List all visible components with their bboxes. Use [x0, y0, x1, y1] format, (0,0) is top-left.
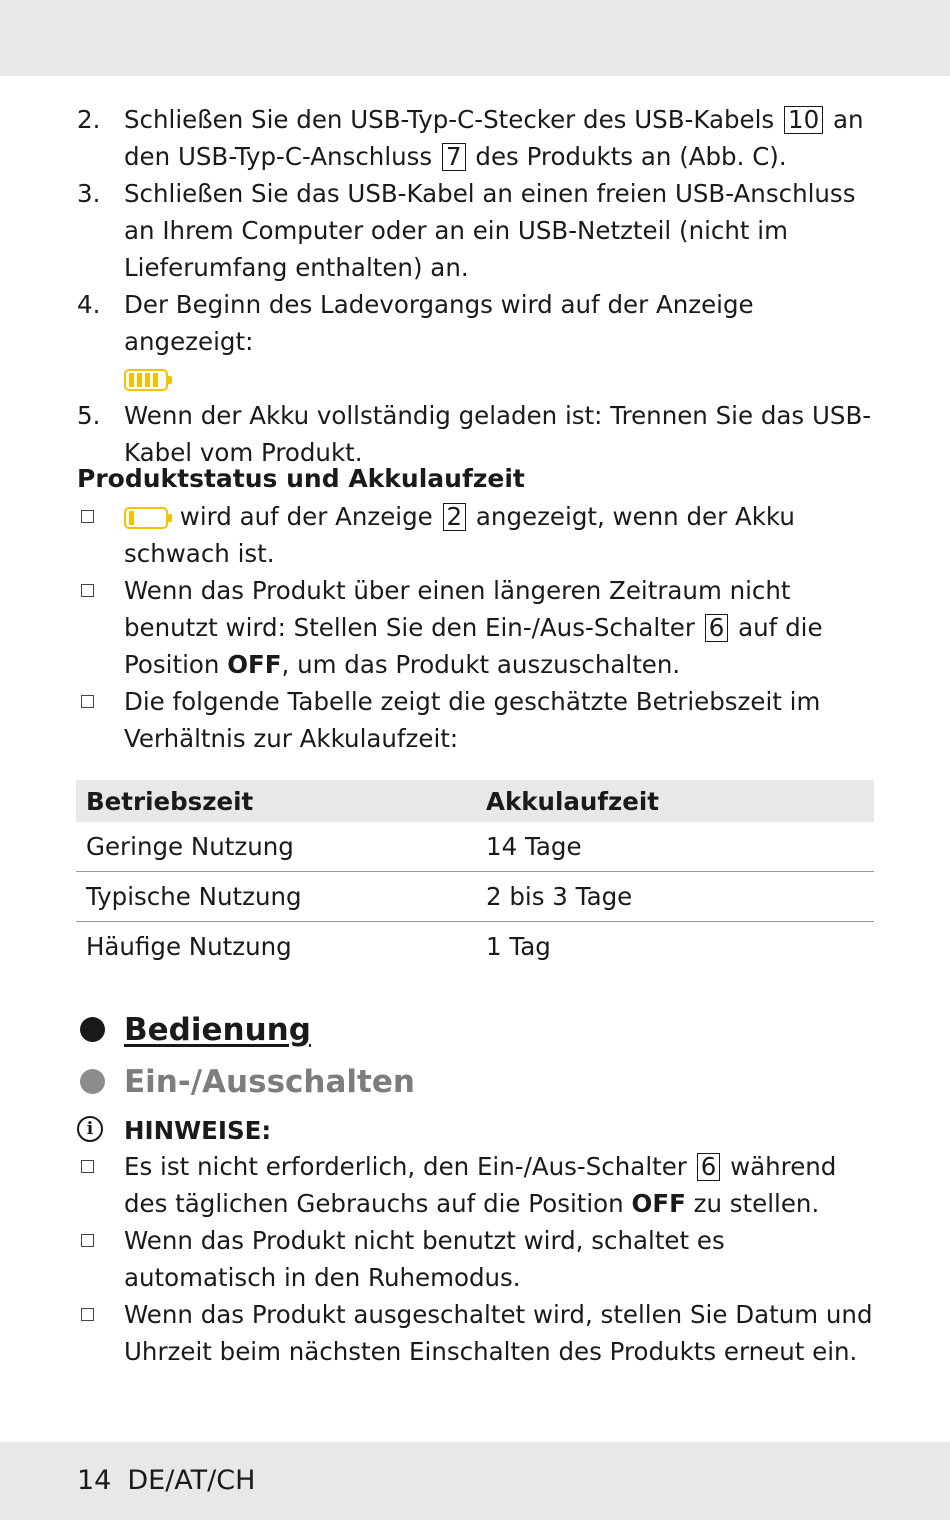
locale-label: DE/AT/CH: [127, 1465, 256, 1496]
column-header: Akkulaufzeit: [476, 780, 874, 822]
list-item: 5. Wenn der Akku vollständig geladen ist: Trennen Sie das USB-Kabel vom Produkt.: [77, 401, 872, 467]
page-number: 14: [77, 1465, 112, 1496]
section-heading: Produktstatus und Akkulaufzeit: [77, 464, 525, 493]
list-item: 3. Schließen Sie das USB-Kabel an einen freien USB-Anschluss an Ihrem Computer oder an ein USB-Netzteil (nicht im Lieferumfang enthalten) an.: [77, 179, 856, 282]
checkbox-bullet-icon: [81, 1160, 94, 1173]
table-row: Typische Nutzung 2 bis 3 Tage: [76, 872, 874, 922]
info-icon: i: [77, 1116, 103, 1142]
notes-list: [77, 1148, 877, 1370]
list-item: Wenn das Produkt über einen längeren Zeitraum nicht benutzt wird: Stellen Sie den Ein-/Aus-Schalter 6 auf die Position OFF, um das Produkt auszuschalten.: [77, 572, 877, 683]
list-item: Es ist nicht erforderlich, den Ein-/Aus-Schalter 6 während des täglichen Gebrauchs auf die Position OFF zu stellen.: [77, 1148, 877, 1222]
table-header-row: [76, 780, 874, 822]
checkbox-bullet-icon: [81, 510, 94, 523]
battery-full-icon: [124, 369, 168, 391]
checkbox-bullet-icon: [81, 584, 94, 597]
checkbox-bullet-icon: [81, 695, 94, 708]
reference-number: 10: [784, 106, 823, 134]
list-item: Wenn das Produkt ausgeschaltet wird, stellen Sie Datum und Uhrzeit beim nächsten Einschalten des Produkts erneut ein.: [77, 1296, 877, 1370]
checkbox-bullet-icon: [81, 1308, 94, 1321]
header-band: [0, 0, 950, 76]
battery-life-table: [76, 780, 874, 971]
column-header: Betriebszeit: [76, 780, 476, 822]
checkbox-bullet-icon: [81, 1234, 94, 1247]
list-item: 4. Der Beginn des Ladevorgangs wird auf der Anzeige angezeigt:: [77, 286, 877, 397]
list-item: 2. Schließen Sie den USB-Typ-C-Stecker des USB-Kabels 10 an den USB-Typ-C-Anschluss 7 des Produkts an (Abb. C).: [77, 105, 864, 171]
bullet-dot-icon: [80, 1017, 105, 1042]
list-item: wird auf der Anzeige 2 angezeigt, wenn der Akku schwach ist.: [77, 498, 877, 572]
reference-number: 7: [442, 143, 466, 171]
page-footer: [77, 1464, 271, 1498]
battery-low-icon: [124, 507, 168, 529]
table-row: Geringe Nutzung 14 Tage: [86, 832, 582, 861]
reference-number: 2: [443, 503, 467, 531]
bullet-dot-icon: [80, 1069, 105, 1094]
table-row: Häufige Nutzung 1 Tag: [76, 922, 874, 972]
reference-number: 6: [697, 1153, 721, 1181]
charging-steps: [77, 101, 877, 471]
list-item: Die folgende Tabelle zeigt die geschätzte Betriebszeit im Verhältnis zur Akkulaufzeit:: [77, 683, 877, 757]
status-list: [77, 498, 877, 757]
reference-number: 6: [705, 614, 729, 642]
list-item: Wenn das Produkt nicht benutzt wird, schaltet es automatisch in den Ruhemodus.: [77, 1222, 877, 1296]
